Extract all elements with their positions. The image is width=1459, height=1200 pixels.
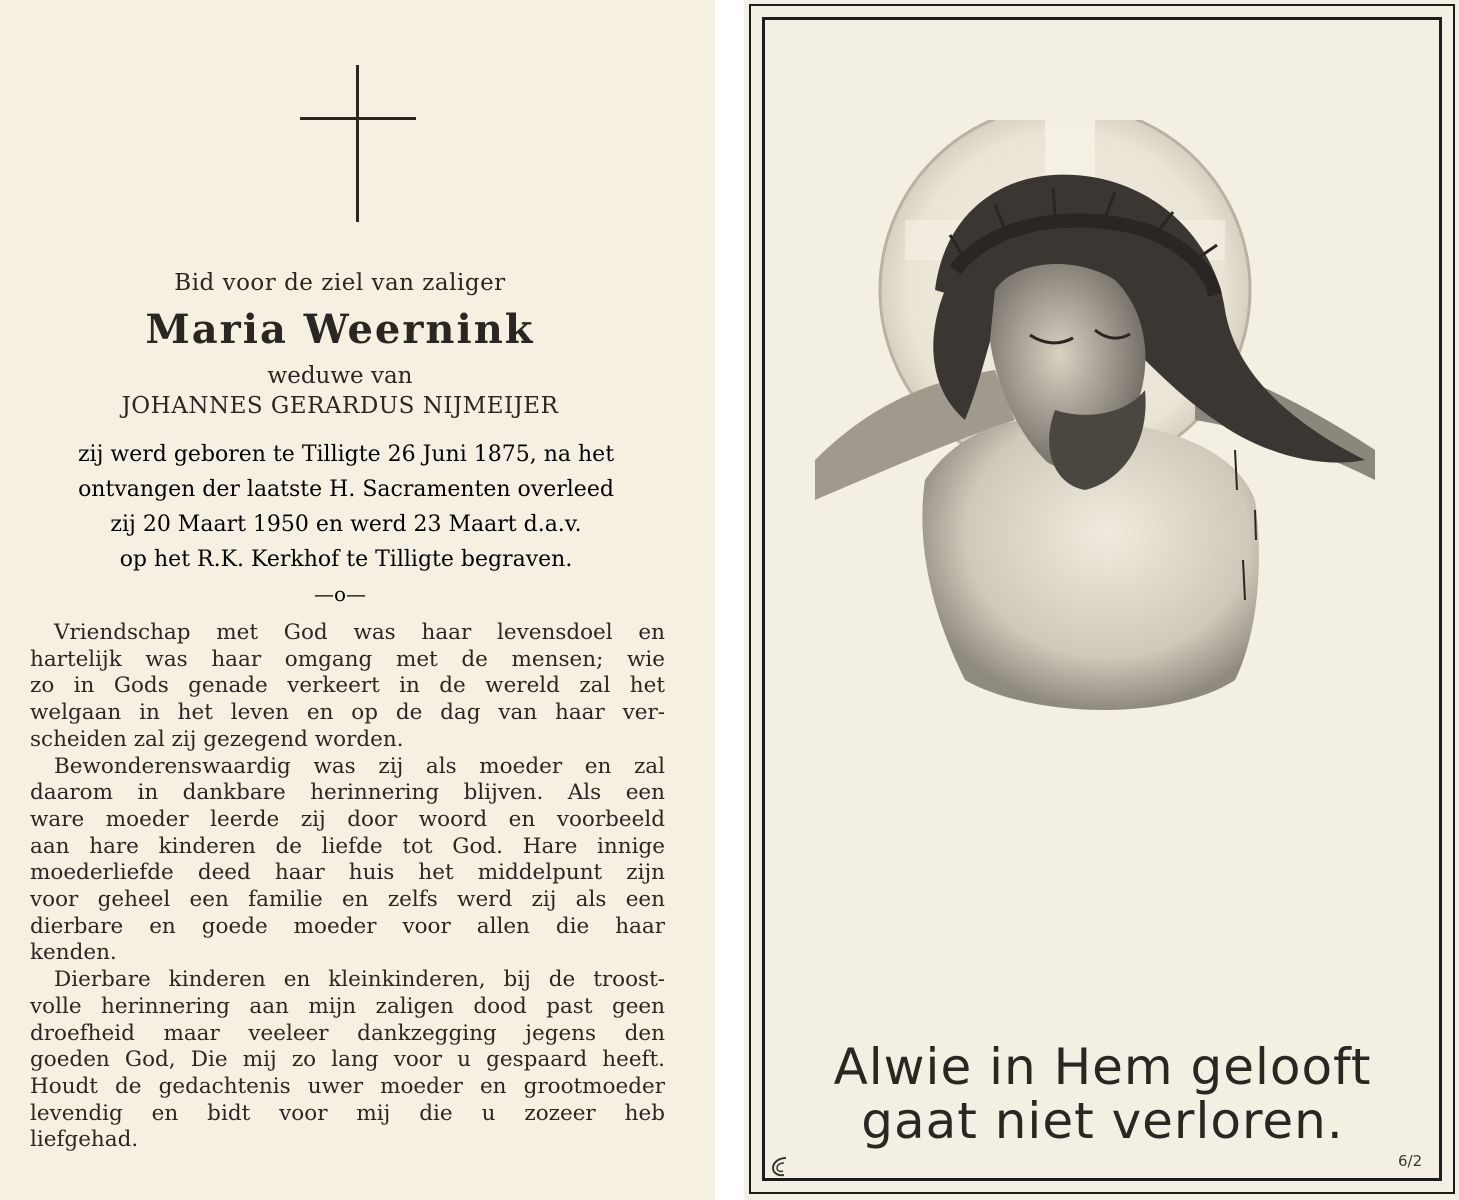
printer-mark-icon	[770, 1155, 790, 1177]
body-line: ware moeder leerde zij door woord en voorbeeld	[30, 806, 665, 832]
body-line: dierbare en goede moeder voor allen die haar	[30, 913, 665, 939]
body-line: Dierbare kinderen en kleinkinderen, bij de troost-	[54, 967, 665, 993]
body-line: voor geheel een familie en zelfs werd zij als een	[30, 887, 665, 913]
body-line: daarom in dankbare herinnering blijven. Als een	[30, 780, 665, 806]
body-line: goeden God, Die mij zo lang voor u gespaard heeft.	[30, 1047, 665, 1073]
body-line: Vriendschap met God was haar levensdoel en	[54, 620, 665, 645]
widow-line: weduwe van	[267, 363, 413, 389]
bio-line: ontvangen der laatste H. Sacramenten overleed	[78, 477, 614, 502]
prayer-line: Bid voor de ziel van zaliger	[174, 270, 506, 296]
body-line: levendig en bidt voor mij die u zozeer heb	[30, 1100, 665, 1126]
biography	[26, 437, 666, 577]
motto-line: gaat niet verloren.	[861, 1092, 1344, 1150]
body-line: hartelijk was haar omgang met de mensen; wie	[30, 646, 665, 672]
body-line: moederliefde deed haar huis het middelpunt zijn	[30, 860, 665, 886]
bio-line: zij werd geboren te Tilligte 26 Juni 1875, na het	[77, 442, 615, 467]
crucified-christ-illustration	[815, 120, 1375, 720]
body-line: droefheid maar veeleer dankzegging jegens den	[30, 1020, 665, 1046]
body-line: zo in Gods genade verkeert in de wereld zal het	[30, 673, 665, 699]
body-text	[30, 620, 665, 1154]
deceased-name: Maria Weernink	[145, 306, 535, 353]
card-number: 6/2	[1398, 1152, 1423, 1170]
bio-line: op het R.K. Kerkhof te Tilligte begraven.	[119, 547, 573, 572]
husband-name: JOHANNES GERARDUS NIJMEIJER	[121, 393, 559, 419]
body-line: kenden.	[30, 940, 117, 966]
body-line: aan hare kinderen de liefde tot God. Hare innige	[30, 833, 665, 859]
card-gap	[715, 0, 744, 1200]
body-line: volle herinnering aan mijn zaligen dood past geen	[30, 993, 665, 1019]
motto	[770, 1040, 1435, 1148]
body-line: welgaan in het leven en op de dag van haar ver-	[30, 700, 665, 726]
bio-line: zij 20 Maart 1950 en werd 23 Maart d.a.v.	[110, 512, 582, 537]
body-line: Bewonderenswaardig was zij als moeder en zal	[54, 753, 665, 779]
body-line: liefgehad.	[30, 1127, 139, 1153]
body-line: Houdt de gedachtenis uwer moeder en grootmoeder	[30, 1073, 665, 1099]
body-line: scheiden zal zij gezegend worden.	[30, 726, 404, 752]
separator: —o—	[313, 582, 367, 606]
cross-icon	[300, 65, 416, 222]
motto-line: Alwie in Hem gelooft	[833, 1038, 1372, 1096]
